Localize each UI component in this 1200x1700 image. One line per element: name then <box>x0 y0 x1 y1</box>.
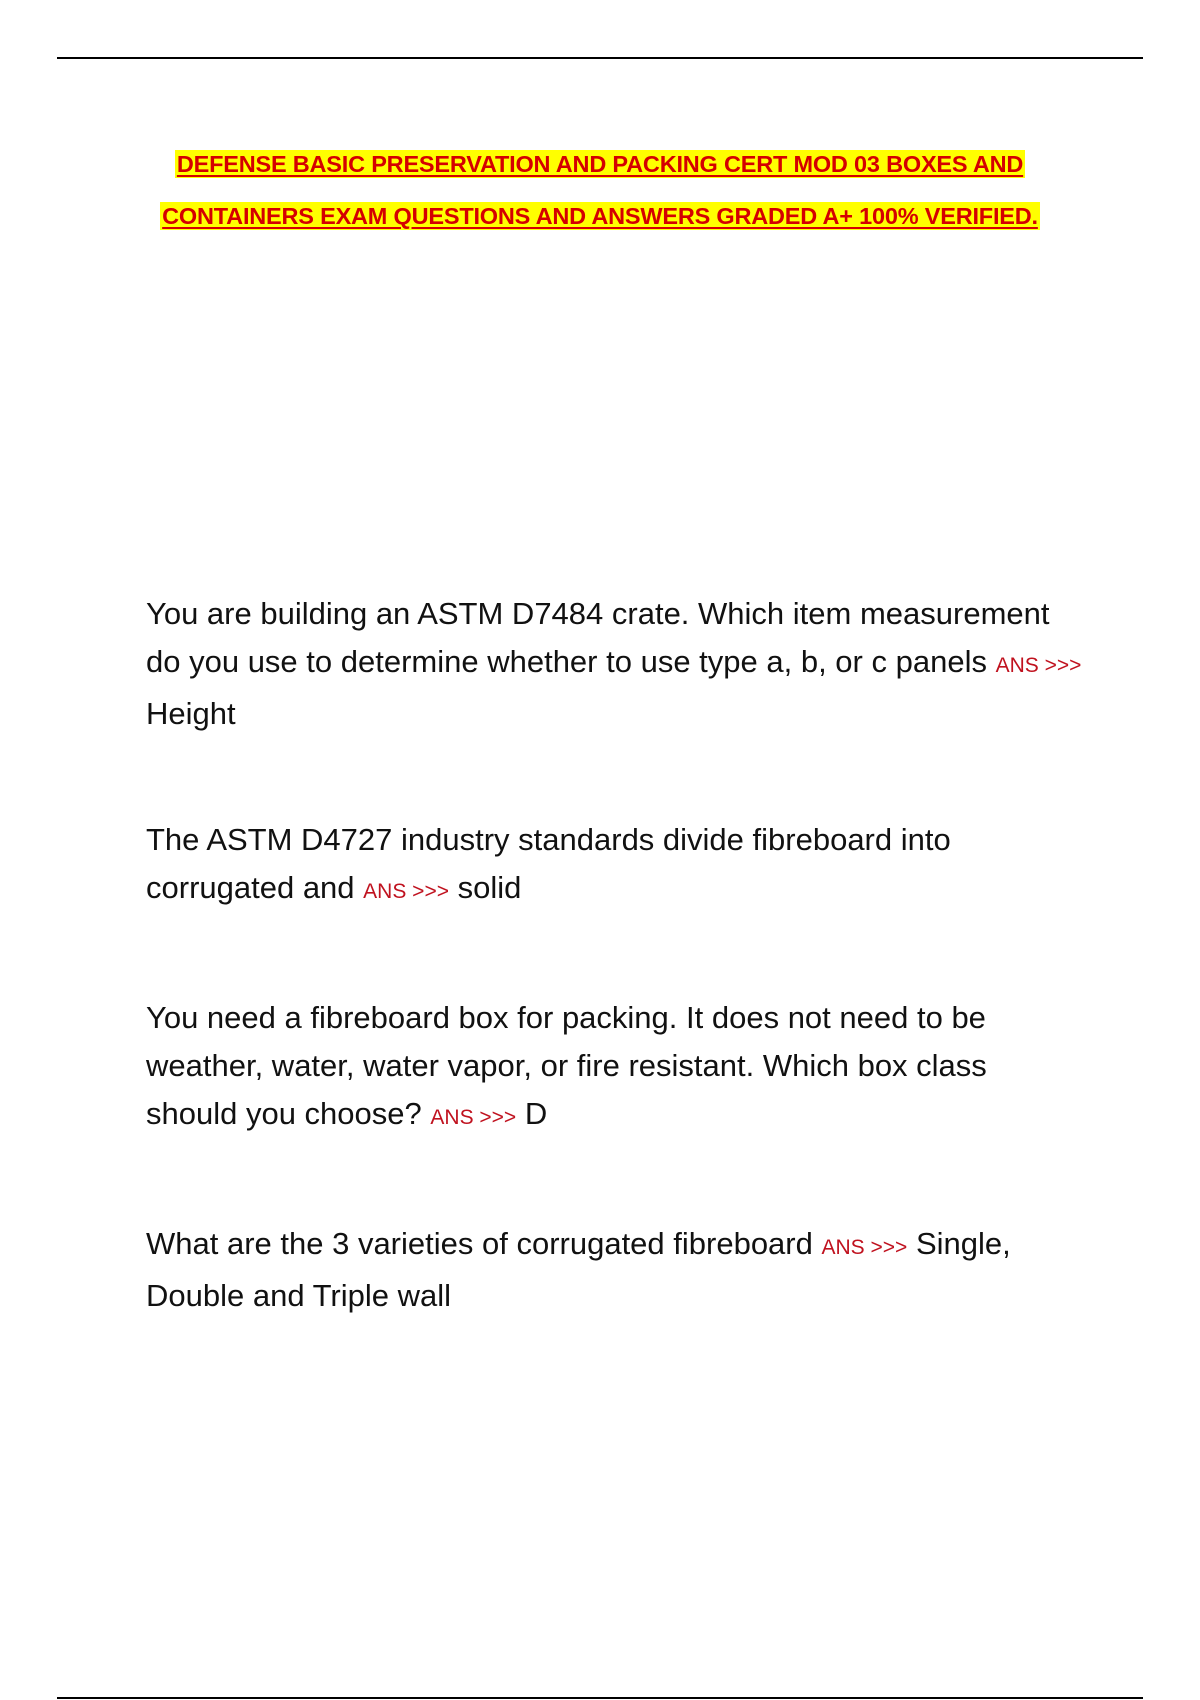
question-text: What are the 3 varieties of corrugated fibreboard <box>146 1226 813 1261</box>
answer-marker: ANS >>> <box>995 654 1082 677</box>
answer-marker: ANS >>> <box>430 1106 517 1129</box>
qa-item-1 <box>146 590 1086 738</box>
answer-text: solid <box>457 870 522 905</box>
title-text-2: CONTAINERS EXAM QUESTIONS AND ANSWERS GRADED A+ 100% VERIFIED. <box>162 203 1038 229</box>
answer-text: D <box>524 1096 548 1131</box>
document-title <box>0 138 1200 242</box>
answer-marker: ANS >>> <box>821 1236 908 1259</box>
answer-text: Single, Double and Triple wall <box>146 1226 1011 1313</box>
title-text-1: DEFENSE BASIC PRESERVATION AND PACKING CERT MOD 03 BOXES AND <box>176 151 1024 177</box>
top-rule <box>57 57 1143 59</box>
qa-item-2 <box>146 816 1086 916</box>
title-line-1 <box>0 138 1200 190</box>
question-text: You are building an ASTM D7484 crate. Which item measurement do you use to determine whether to use type a, b, or c panels <box>146 596 1050 679</box>
qa-list <box>146 590 1086 1320</box>
bottom-rule <box>57 1697 1143 1699</box>
qa-item-3 <box>146 994 1086 1142</box>
question-text: The ASTM D4727 industry standards divide fibreboard into corrugated and <box>146 822 951 905</box>
question-text: You need a fibreboard box for packing. It does not need to be weather, water, water vapor, or fire resistant. Which box class should you choose? <box>146 1000 987 1131</box>
title-line-2 <box>0 190 1200 242</box>
qa-item-4 <box>146 1220 1086 1320</box>
answer-marker: ANS >>> <box>363 880 449 903</box>
answer-text: Height <box>146 696 236 731</box>
